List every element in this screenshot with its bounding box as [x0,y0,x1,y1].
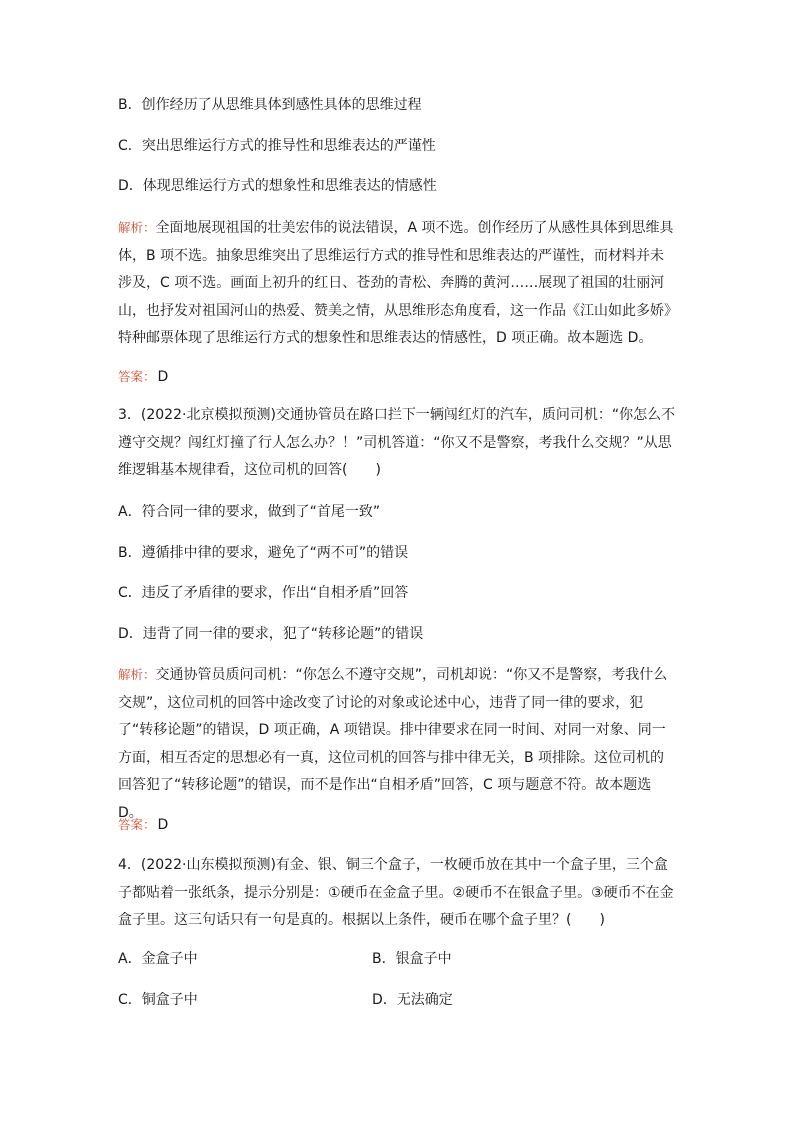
q3-option-d: D．违背了同一律的要求，犯了“转移论题”的错误 [118,626,424,642]
q2-answer-label: 答案： [118,369,156,384]
q2-analysis [118,214,678,353]
q4-option-a: A．金盒子中 [118,951,198,967]
q2-answer-value: D [157,369,169,385]
q3-answer-label: 答案： [118,817,156,832]
q2-analysis-label: 解析： [118,220,156,235]
q3-analysis-text: 交通协管员质问司机：“你怎么不遵守交规”，司机却说：“你又不是警察，考我什么交规”，这位司机的回答中途改变了讨论的对象或论述中心，违背了同一律的要求，犯了“转移论题”的错误，D 项正确，A 项错误。排中律要求在同一时间、对同一对象、同一方面，相互否定的思想必有一真，这位司机的回答与排中律无关，B 项排除。这位司机的回答犯了“转移论题”的错误，而不是作出“自相矛盾”回答，C 项与题意不符。故本题选 D。 [118,667,668,821]
q2-option-d: D．体现思维运行方式的想象性和思维表达的情感性 [118,178,437,194]
q2-analysis-text: 全面地展现祖国的壮美宏伟的说法错误，A 项不选。创作经历了从感性具体到思维具体，B 项不选。抽象思维突出了思维运行方式的推导性和思维表达的严谨性，而材料并未涉及，C 项不选。画面上初升的红日、苍劲的青松、奔腾的黄河……展现了祖国的壮丽河山，也抒发对祖国河山的热爱、赞美之情，从思维形态角度看，这一作品《江山如此多娇》特种邮票体现了思维运行方式的想象性和思维表达的情感性，D 项正确。故本题选 D。 [118,220,678,346]
q3-stem: 3．(2022·北京模拟预测)交通协管员在路口拦下一辆闯红灯的汽车，质问司机：“你怎么不遵守交规？闯红灯撞了行人怎么办？！”司机答道：“你又不是警察，考我什么交规？”从思维逻辑基本规律看，这位司机的回答( ) [118,407,676,478]
q4-stem: 4．(2022·山东模拟预测)有金、银、铜三个盒子，一枚硬币放在其中一个盒子里，三个盒子都贴着一张纸条，提示分别是：①硬币在金盒子里。②硬币不在银盒子里。③硬币不在金盒子里。这三句话只有一句是真的。根据以上条件，硬币在哪个盒子里？( ) [118,857,674,928]
q2-option-b: B．创作经历了从思维具体到感性具体的思维过程 [118,97,422,113]
q3-option-b: B．遵循排中律的要求，避免了“两不可”的错误 [118,545,409,561]
q3-answer-value: D [157,817,169,833]
q2-answer [118,367,678,387]
q3-analysis [118,661,678,827]
q3-answer [118,815,678,835]
q3-option-c: C．违反了矛盾律的要求，作出“自相矛盾”回答 [118,585,409,601]
q4-option-d: D．无法确定 [372,992,453,1008]
q3-option-a: A．符合同一律的要求，做到了“首尾一致” [118,504,381,520]
q3-analysis-label: 解析： [118,667,156,682]
q4-option-b: B．银盒子中 [372,951,452,967]
q2-option-c: C．突出思维运行方式的推导性和思维表达的严谨性 [118,138,436,154]
q4-option-c: C．铜盒子中 [118,992,198,1008]
